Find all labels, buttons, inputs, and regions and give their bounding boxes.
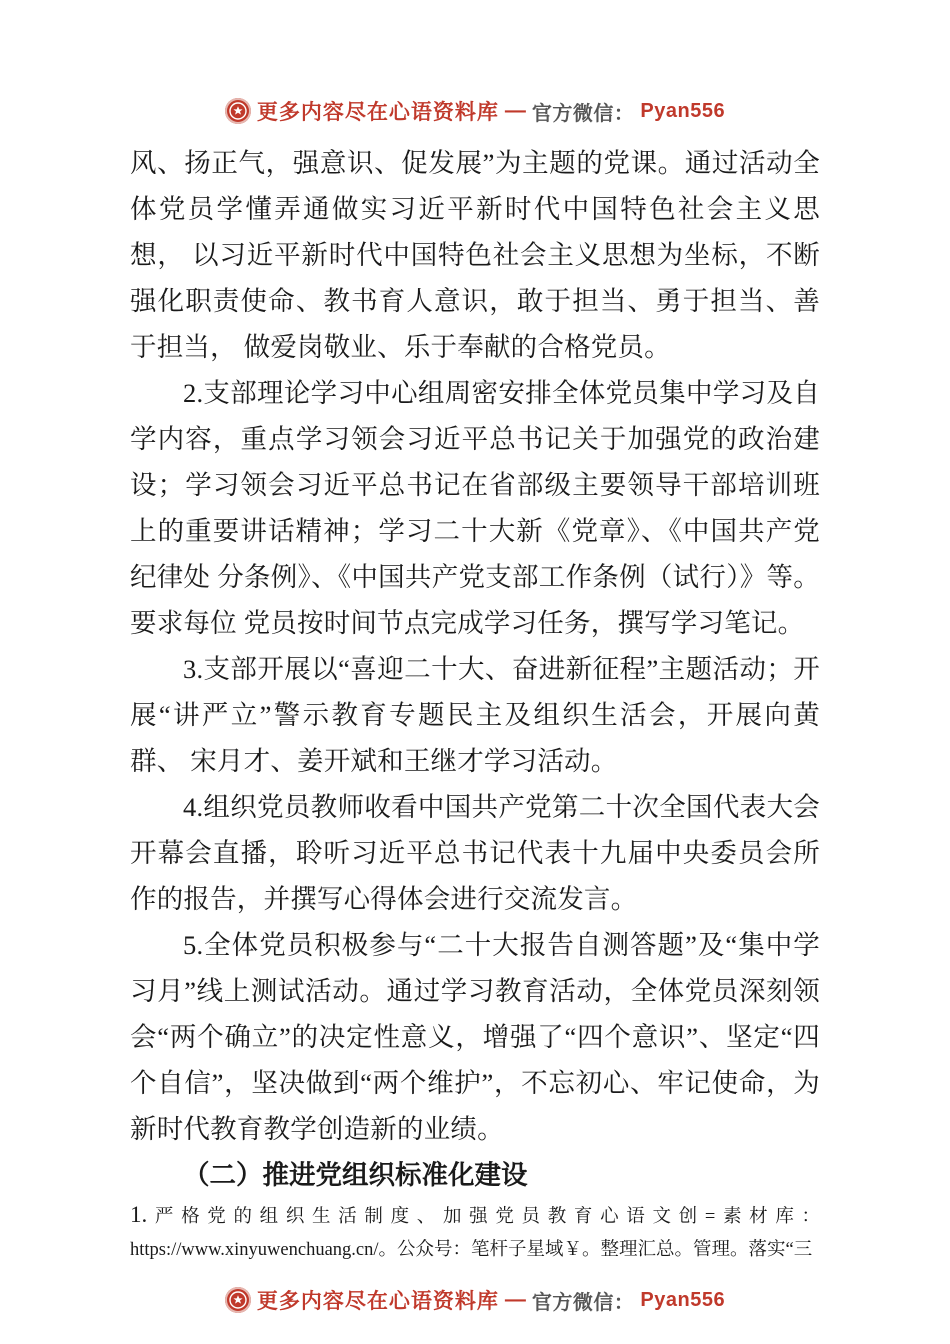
watermark-separator: — [504, 99, 526, 122]
paragraph-2: 2.支部理论学习中心组周密安排全体党员集中学习及自学内容，重点学习领会习近平总书记关于加强党的政治建设；学习领会习近平总书记在省部级主要领导干部培训班上的重要讲话精神；学习二十大新《党章》、《中国共产党纪律处 分条例》、《中国共产党支部工作条例（试行）》等。要求每位 党员按时间节点完成学习任务，撰写学习笔记。 [130, 378, 820, 638]
watermark-bottom [0, 1285, 950, 1315]
final-note-lead: 1. [130, 1202, 148, 1227]
watermark-wechat-label: 官方微信： [531, 1291, 635, 1314]
watermark-wechat-id: Pyan556 [640, 1288, 726, 1311]
section-heading: （二）推进党组织标准化建设 [183, 1160, 528, 1190]
watermark-text: 更多内容尽在心语资料库 [256, 101, 499, 124]
paragraph-4: 4.组织党员教师收看中国共产党第二十次全国代表大会开幕会直播，聆听习近平总书记代表十九届中央委员会所作的报告，并撰写心得体会进行交流发言。 [130, 792, 820, 914]
paragraph-1: 风、扬正气，强意识、促发展”为主题的党课。通过活动全体党员学懂弄通做实习近平新时代中国特色社会主义思想， 以习近平新时代中国特色社会主义思想为坐标，不断强化职责使命、教书育人意识，敢于担当、勇于担当、善于担当， 做爱岗敬业、乐于奉献的合格党员。 [130, 148, 820, 362]
watermark-wechat-label: 官方微信： [531, 102, 635, 125]
watermark-separator: — [504, 1288, 526, 1311]
watermark-text: 更多内容尽在心语资料库 [256, 1290, 499, 1313]
paragraph-5: 5.全体党员积极参与“二十大报告自测答题”及“集中学习月”线上测试活动。通过学习教育活动，全体党员深刻领会“两个确立”的决定性意义，增强了“四个意识”、坚定“四个自信”，坚决做到“两个维护”，不忘初心、牢记使命，为新时代教育教学创造新的业绩。 [130, 930, 820, 1144]
seal-badge-icon [225, 98, 251, 124]
final-note [130, 1198, 820, 1267]
document-body [130, 140, 820, 1267]
seal-badge-icon [225, 1287, 251, 1313]
watermark-top [0, 96, 950, 126]
watermark-wechat-id: Pyan556 [640, 99, 726, 122]
paragraph-3: 3.支部开展以“喜迎二十大、奋进新征程”主题活动；开展“讲严立”警示教育专题民主及组织生活会，开展向黄群、 宋月才、姜开斌和王继才学习活动。 [130, 654, 820, 776]
final-note-text: 严格党的组织生活制度、加强党员教育心语文创=素材库：https://www.xinyuwenchuang.cn/。公众号：笔杆子星域￥。整理汇总。管理。落实“三 [130, 1207, 820, 1260]
